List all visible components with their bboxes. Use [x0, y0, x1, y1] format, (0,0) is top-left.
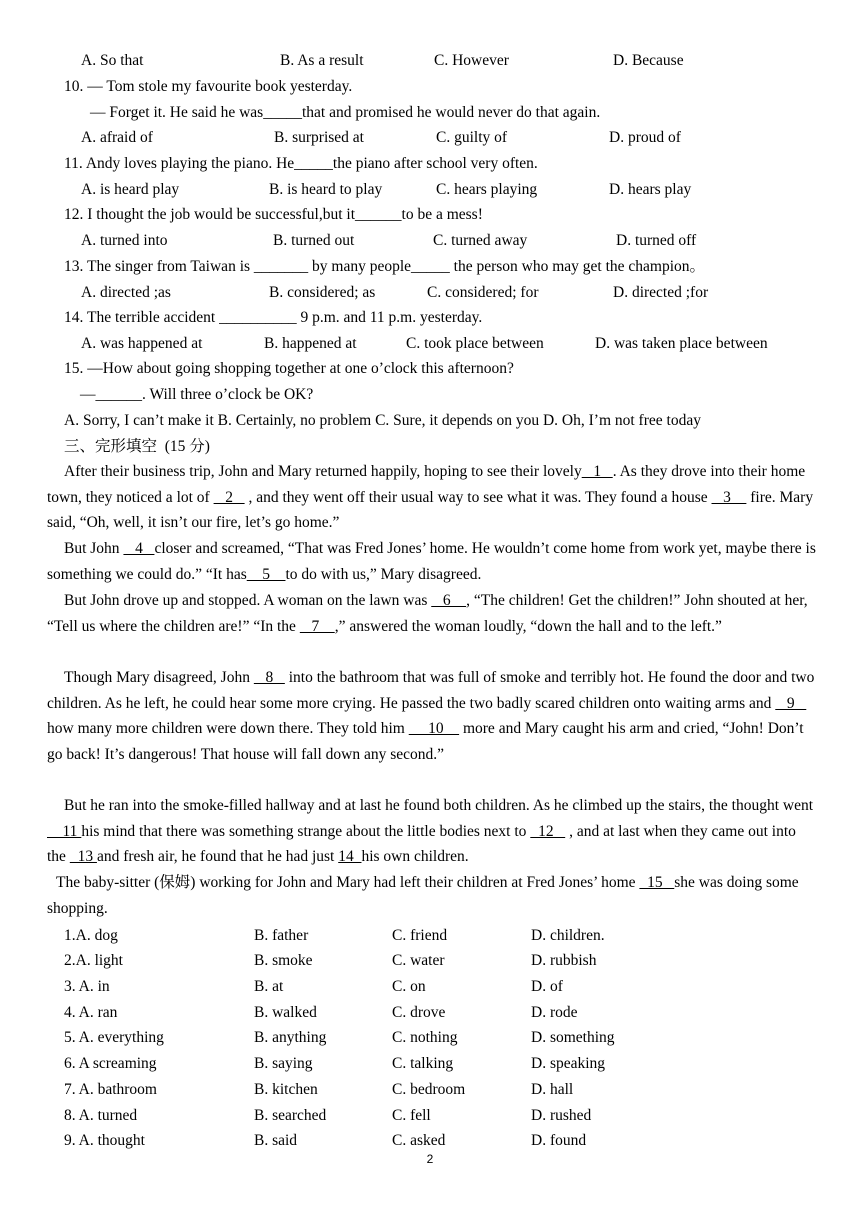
blank-12: 12: [530, 822, 566, 840]
option-1c: C. friend: [392, 927, 448, 944]
option-6a: 6. A screaming: [64, 1055, 157, 1072]
q13-option-b: B. considered; as: [269, 284, 376, 301]
option-3b: B. at: [254, 978, 284, 995]
blank-3: 3: [711, 488, 747, 506]
q12-option-b: B. turned out: [273, 232, 355, 249]
q14-option-c: C. took place between: [406, 335, 544, 352]
option-6c: C. talking: [392, 1055, 454, 1072]
q10-option-c: C. guilty of: [436, 129, 508, 146]
option-3d: D. of: [531, 978, 563, 995]
option-3c: C. on: [392, 978, 426, 995]
blank-15: 15: [639, 874, 675, 891]
option-1b: B. father: [254, 927, 309, 944]
blank-1: 1: [581, 463, 613, 480]
q13-option-c: C. considered; for: [427, 284, 539, 301]
option-8c: C. fell: [392, 1107, 431, 1124]
option-6d: D. speaking: [531, 1055, 606, 1072]
q13-option-a: A. directed ;as: [81, 284, 171, 301]
option-9b: B. said: [254, 1132, 298, 1149]
blank-8: 8: [253, 669, 285, 686]
option-1d: D. children.: [531, 927, 605, 944]
q14-option-d: D. was taken place between: [595, 335, 768, 352]
option-7d: D. hall: [531, 1081, 574, 1098]
option-7c: C. bedroom: [392, 1081, 466, 1098]
option-8a: 8. A. turned: [64, 1107, 138, 1124]
q13-option-d: D. directed ;for: [613, 284, 709, 301]
blank-11: 11: [47, 822, 82, 840]
option-2d: D. rubbish: [531, 952, 597, 969]
passage-paragraph-5: But he ran into the smoke-filled hallway and at last he found both children. As he climbed up the stairs, the thought went 11 his mind that there was something strange about the little bodies next to 12 , and at last when they came out into the 13 and fresh air, he found that he had just 14 his own children.: [47, 797, 814, 866]
q9-option-b: B. As a result: [280, 52, 364, 69]
option-2c: C. water: [392, 952, 445, 969]
passage-paragraph-4: Though Mary disagreed, John 8 into the bathroom that was full of smoke and terribly hot. He found the door and two children. As he left, he could hear some more crying. He passed the two badly scared children onto waiting arms and 9 how many more children were down there. They told him 10 more and Mary caught his arm and cried, “John! Don’t go back! It’s dangerous! That house will fall down any second.”: [47, 669, 815, 764]
option-6b: B. saying: [254, 1055, 313, 1072]
page-number: 2: [426, 1152, 434, 1166]
option-8d: D. rushed: [531, 1107, 592, 1124]
q12-option-d: D. turned off: [616, 232, 697, 249]
passage-paragraph-1: After their business trip, John and Mary returned happily, hoping to see their lovely 1 . As they drove into their home town, they noticed a lot of 2 , and they went off their usual way to see what it was. They found a house 3 fire. Mary said, “Oh, well, it isn’t our fire, let’s go home.”: [47, 463, 814, 532]
q14-option-a: A. was happened at: [81, 335, 203, 352]
blank-5: 5: [246, 565, 286, 583]
q10-option-d: D. proud of: [609, 129, 681, 146]
q9-option-d: D. Because: [613, 52, 684, 69]
q10-option-b: B. surprised at: [274, 129, 364, 146]
q14-stem: 14. The terrible accident __________ 9 p.m. and 11 p.m. yesterday.: [64, 309, 483, 326]
blank-7: 7: [299, 617, 335, 635]
option-5a: 5. A. everything: [64, 1029, 164, 1046]
blank-10: 10: [408, 720, 460, 738]
blank-13: 13: [69, 848, 97, 866]
q11-option-a: A. is heard play: [81, 181, 180, 198]
section-title: 三、完形填空 (15 分): [64, 438, 210, 455]
q11-option-c: C. hears playing: [436, 181, 538, 198]
passage-paragraph-6: The baby-sitter (保姆) working for John and Mary had left their children at Fred Jones’ home 15 she was doing some shopping.: [47, 874, 799, 917]
q11-option-d: D. hears play: [609, 181, 692, 198]
q10-stem: 10. — Tom stole my favourite book yesterday.: [64, 78, 353, 95]
q15-stem-reply: —______. Will three o’clock be OK?: [80, 386, 314, 403]
option-5b: B. anything: [254, 1029, 327, 1046]
option-7b: B. kitchen: [254, 1081, 318, 1098]
q12-option-c: C. turned away: [433, 232, 528, 249]
blank-4: 4: [123, 540, 155, 557]
option-4a: 4. A. ran: [64, 1004, 118, 1021]
q12-option-a: A. turned into: [81, 232, 168, 249]
q15-stem: 15. —How about going shopping together at one o’clock this afternoon?: [64, 360, 514, 377]
blank-14: 14: [338, 848, 362, 866]
option-8b: B. searched: [254, 1107, 327, 1124]
q11-option-b: B. is heard to play: [269, 181, 383, 198]
option-5c: C. nothing: [392, 1029, 458, 1046]
option-9d: D. found: [531, 1132, 587, 1149]
option-9a: 9. A. thought: [64, 1132, 145, 1149]
q12-stem: 12. I thought the job would be successful,but it______to be a mess!: [64, 206, 483, 223]
passage-paragraph-3: But John drove up and stopped. A woman on the lawn was 6 , “The children! Get the children!” John shouted at her, “Tell us where the children are!” “In the 7 ,” answered the woman loudly, “down the hall and to the left.”: [47, 592, 808, 635]
option-2a: 2.A. light: [64, 952, 123, 969]
q15-options: A. Sorry, I can’t make it B. Certainly, no problem C. Sure, it depends on you D. Oh, I’m not free today: [64, 412, 701, 429]
q11-stem: 11. Andy loves playing the piano. He_____the piano after school very often.: [64, 155, 538, 172]
q9-option-c: C. However: [434, 52, 509, 69]
blank-2: 2: [213, 488, 245, 506]
q10-option-a: A. afraid of: [81, 129, 153, 146]
q13-stem: 13. The singer from Taiwan is _______ by many people_____ the person who may get the champion。: [64, 258, 706, 275]
passage-paragraph-2: But John 4 closer and screamed, “That was Fred Jones’ home. He wouldn’t come home from work yet, maybe there is something we could do.” “It has 5 to do with us,” Mary disagreed.: [47, 540, 816, 583]
option-4d: D. rode: [531, 1004, 578, 1021]
option-4b: B. walked: [254, 1004, 317, 1021]
option-5d: D. something: [531, 1029, 615, 1046]
blank-9: 9: [775, 694, 807, 712]
option-1a: 1.A. dog: [64, 927, 118, 944]
option-3a: 3. A. in: [64, 978, 110, 995]
q10-stem-reply: — Forget it. He said he was_____that and promised he would never do that again.: [90, 104, 601, 121]
blank-6: 6: [431, 592, 467, 609]
q14-option-b: B. happened at: [264, 335, 357, 352]
option-4c: C. drove: [392, 1004, 446, 1021]
option-9c: C. asked: [392, 1132, 446, 1149]
option-2b: B. smoke: [254, 952, 313, 969]
q9-option-a: A. So that: [81, 52, 144, 69]
option-7a: 7. A. bathroom: [64, 1081, 157, 1098]
